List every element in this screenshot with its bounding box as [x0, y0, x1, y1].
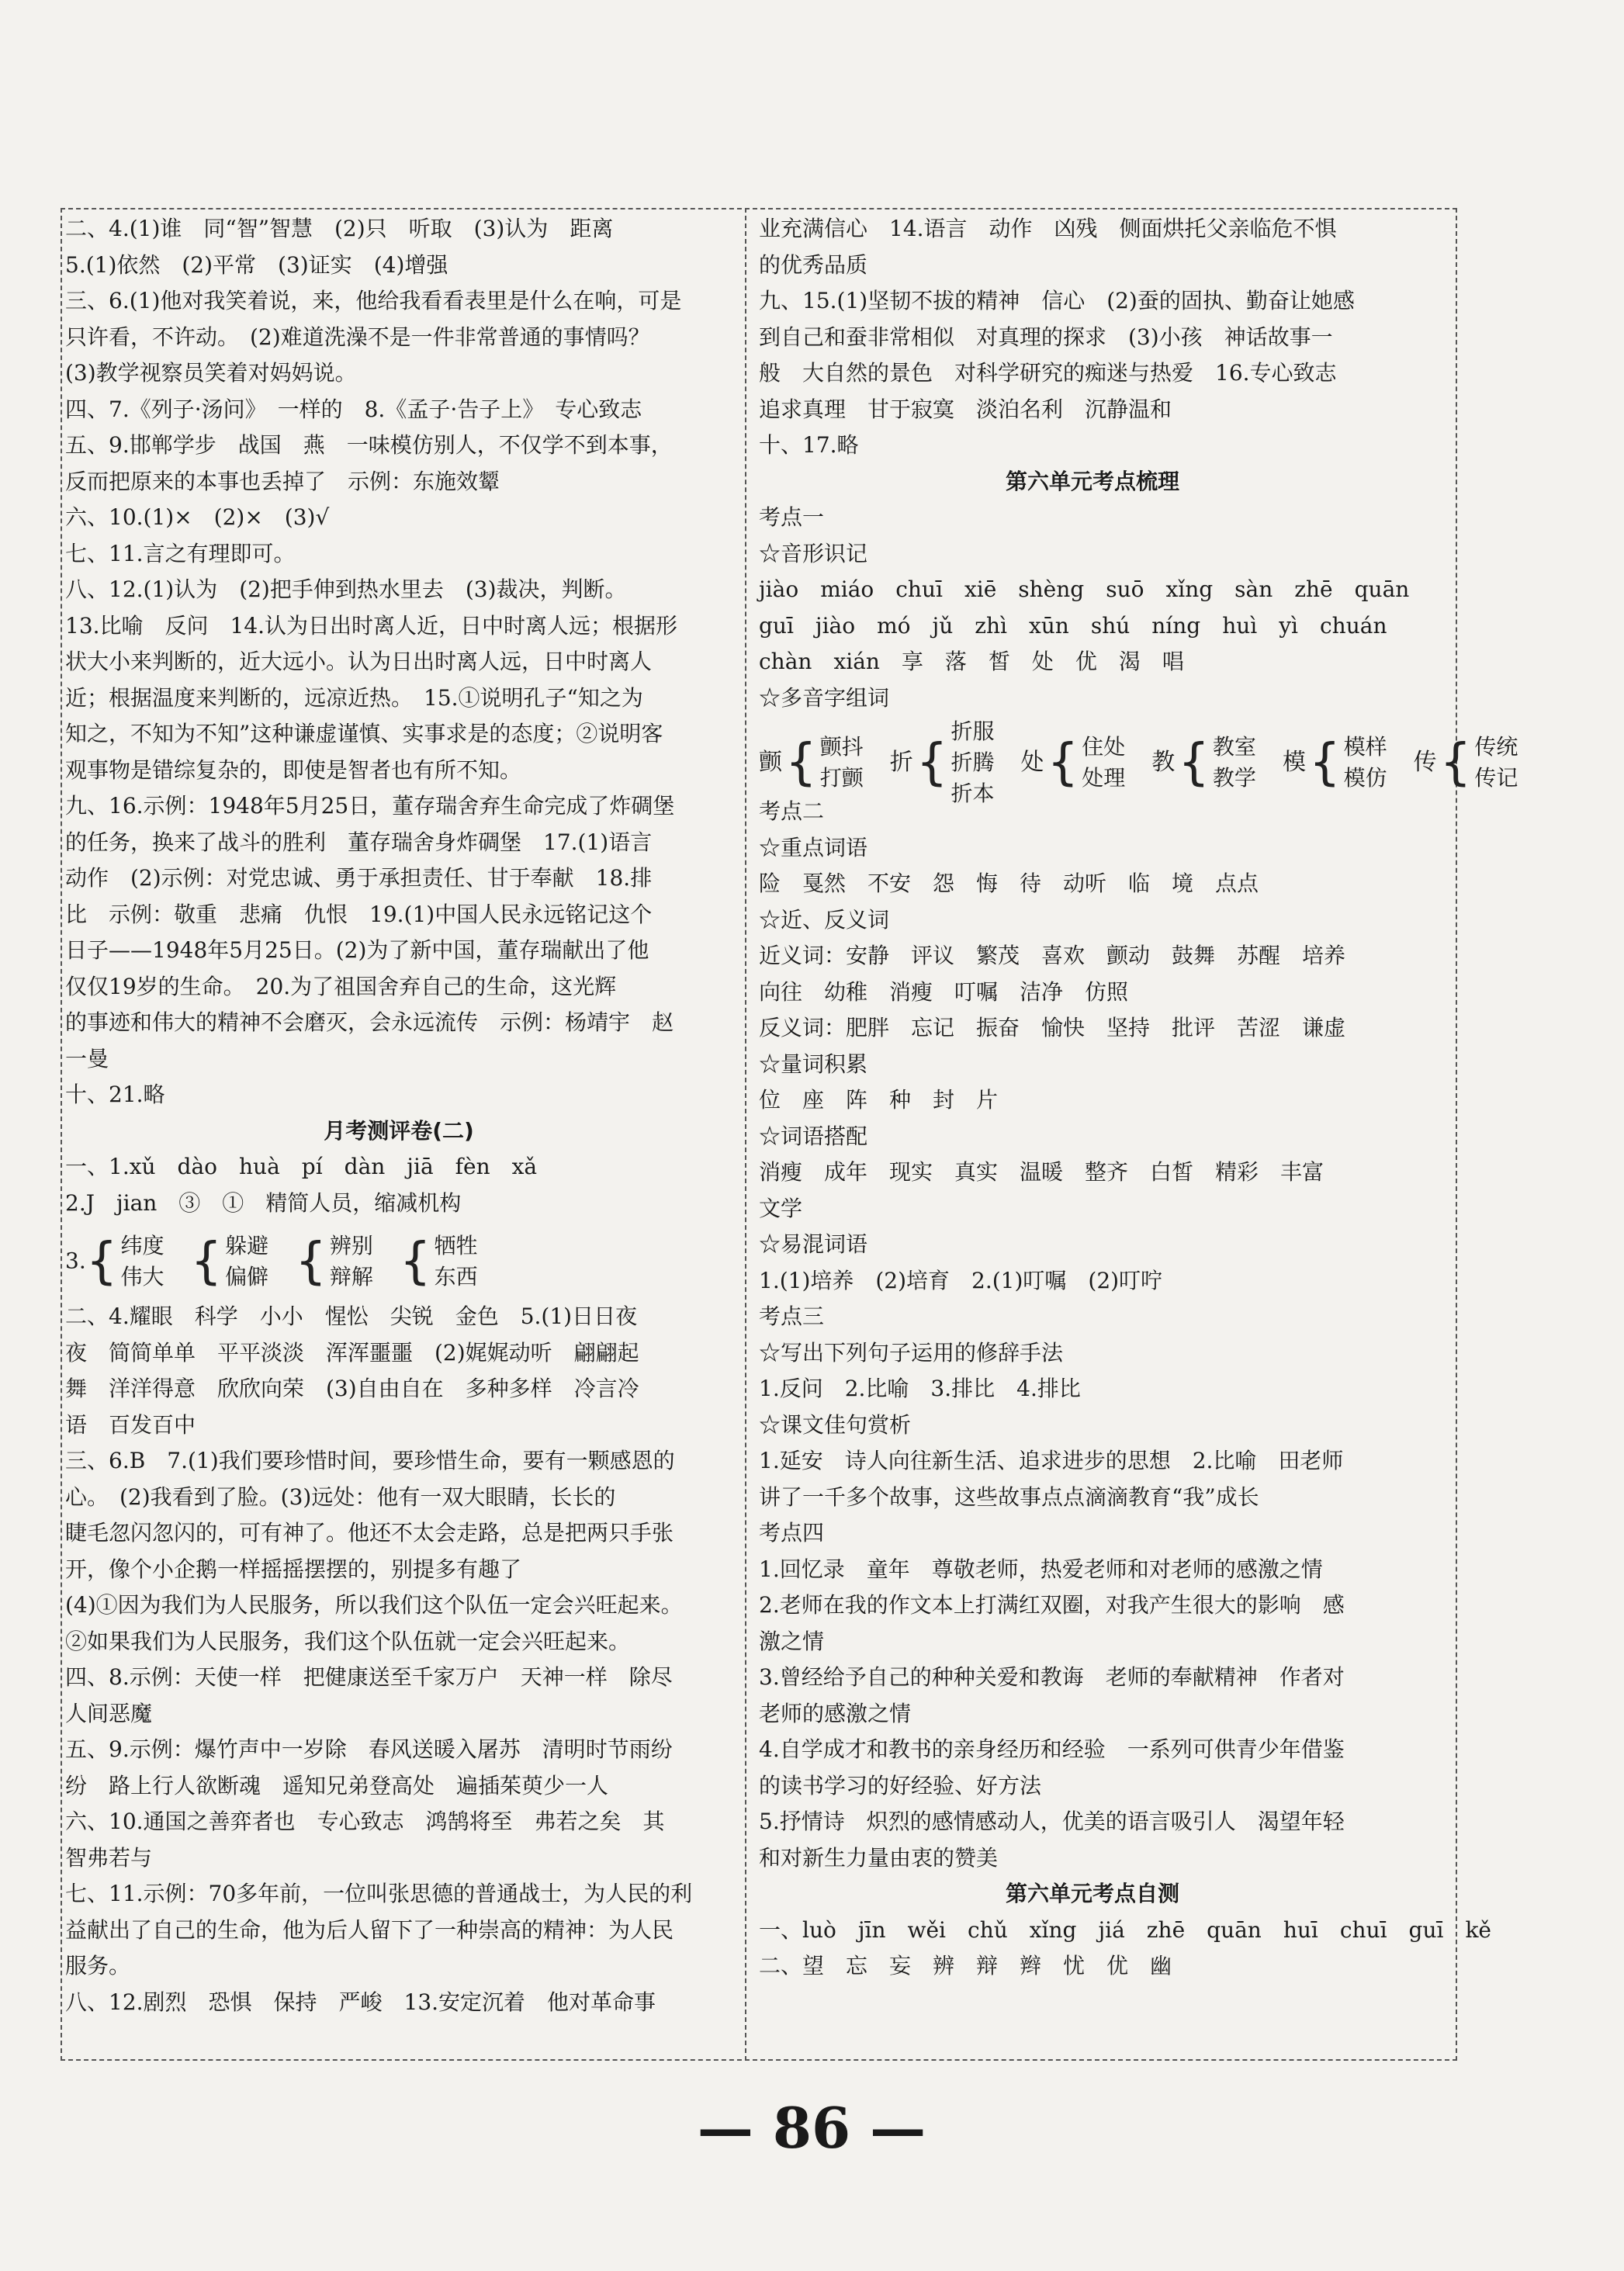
answer-line: 2.J jian ③ ① 精简人员，缩减机构 [65, 1189, 462, 1216]
answer-line: 纷 路上行人欲断魂 遥知兄弟登高处 遍插茱萸少一人 [65, 1772, 609, 1798]
brace-icon: { [190, 1232, 223, 1290]
answer-line: 到自己和蚕非常相似 对真理的探求 (3)小孩 神话故事一 [759, 324, 1333, 350]
brace-group [759, 724, 864, 801]
brace-group [1283, 724, 1387, 801]
polyphone-char: 传 [1413, 749, 1437, 776]
brace-option: 纬度 [120, 1232, 164, 1258]
brace-group [1020, 724, 1125, 801]
section-heading: 月考测评卷(二) [324, 1117, 474, 1144]
answer-line: 5.抒情诗 炽烈的感情感动人，优美的语言吸引人 渴望年轻 [759, 1809, 1345, 1834]
answer-line: 益献出了自己的生命，他为后人留下了一种崇高的精神：为人民 [65, 1916, 674, 1943]
answer-line: 三、6.(1)他对我笑着说，来，他给我看看表里是什么在响，可是 [65, 288, 682, 313]
brace-option: 模仿 [1343, 765, 1387, 791]
answer-line: 向往 幼稚 消瘦 叮嘱 洁净 仿照 [759, 978, 1129, 1005]
polyphone-char: 处 [1020, 749, 1044, 776]
brace-option: 躲避 [225, 1232, 269, 1258]
brace-group [1151, 724, 1256, 801]
brace-option: 东西 [434, 1263, 478, 1290]
answer-line: 近义词：安静 评议 繁茂 喜欢 颤动 鼓舞 苏醒 培养 [759, 943, 1346, 968]
answer-line: 六、10.(1)× (2)× (3)√ [65, 504, 330, 530]
brace-icon: { [916, 734, 948, 791]
answer-line: 老师的感激之情 [759, 1700, 912, 1726]
answer-line: 一曼 [65, 1045, 109, 1071]
answer-line: ☆近、反义词 [759, 906, 890, 933]
answer-line: 服务。 [65, 1953, 131, 1978]
answer-line: 般 大自然的景色 对科学研究的痴迷与热爱 16.专心致志 [759, 360, 1337, 386]
right-column [759, 211, 1518, 2058]
answer-line: 七、11.示例：70多年前，一位叫张思德的普通战士，为人民的利 [65, 1881, 693, 1906]
answer-line: 夜 简简单单 平平淡淡 浑浑噩噩 (2)娓娓动听 翩翩起 [65, 1339, 639, 1366]
polyphone-char: 颤 [759, 749, 782, 776]
brace-icon: { [85, 1232, 118, 1290]
page-number: — 86 — [697, 2095, 926, 2161]
answer-line: 1.回忆录 童年 尊敬老师，热爱老师和对老师的感激之情 [759, 1556, 1323, 1582]
answer-line: 13.比喻 反问 14.认为日出时离人近，日中时离人远；根据形 [65, 612, 678, 639]
answer-line: 二、4.(1)谁 同“智”智慧 (2)只 听取 (3)认为 距离 [65, 216, 614, 241]
answer-line: 追求真理 甘于寂寞 淡泊名利 沉静温和 [759, 396, 1172, 422]
brace-option: 牺牲 [434, 1232, 478, 1258]
answer-line: 二、4.耀眼 科学 小小 惺忪 尖锐 金色 5.(1)日日夜 [65, 1303, 638, 1329]
answer-line: 八、12.(1)认为 (2)把手伸到热水里去 (3)裁决，判断。 [65, 576, 627, 602]
answer-line: 一、luò jīn wěi chǔ xǐng jiá zhē quān huī chuī guī kě [759, 1916, 1492, 1943]
answer-line: ☆易混词语 [759, 1231, 868, 1257]
brace-option: 传记 [1474, 765, 1518, 791]
answer-line: 1.(1)培养 (2)培育 2.(1)叮嘱 (2)叮咛 [759, 1267, 1163, 1293]
answer-line: 五、9.示例：爆竹声中一岁除 春风送暖入屠苏 清明时节雨纷 [65, 1736, 673, 1762]
brace-option: 伟大 [120, 1263, 164, 1290]
brace-option: 教学 [1212, 765, 1256, 791]
brace-icon: { [1178, 734, 1210, 791]
answer-line: 考点三 [759, 1303, 825, 1329]
answer-line: 反义词：肥胖 忘记 振奋 愉快 坚持 批评 苦涩 谦虚 [759, 1015, 1346, 1040]
answer-line: ②如果我们为人民服务，我们这个队伍就一定会兴旺起来。 [65, 1628, 631, 1654]
answer-line: 的任务，换来了战斗的胜利 董存瑞舍身炸碉堡 17.(1)语言 [65, 829, 653, 855]
answer-line: 日子——1948年5月25日。(2)为了新中国，董存瑞献出了他 [65, 937, 649, 963]
answer-line: ☆课文佳句赏析 [759, 1411, 912, 1438]
answer-line: 七、11.言之有理即可。 [65, 540, 296, 566]
answer-line: 反而把原来的本事也丢掉了 示例：东施效颦 [65, 468, 500, 494]
answer-line: 八、12.剧烈 恐惧 保持 严峻 13.安定沉着 他对革命事 [65, 1989, 656, 2015]
answer-line: 1.延安 诗人向往新生活、追求进步的思想 2.比喻 田老师 [759, 1448, 1344, 1473]
answer-line: ☆多音字组词 [759, 684, 890, 711]
answer-line: 位 座 阵 种 封 片 [759, 1087, 999, 1113]
answer-line: 十、21.略 [65, 1082, 165, 1107]
section-heading: 第六单元考点梳理 [1005, 468, 1179, 494]
brace-icon: { [295, 1232, 327, 1290]
column-divider [745, 208, 746, 2061]
answer-line: 状大小来判断的，近大远小。认为日出时离人远，日中时离人 [65, 649, 653, 674]
answer-line: 人间恶魔 [65, 1700, 153, 1726]
brace-group [1414, 724, 1518, 801]
answer-line: 考点一 [759, 504, 825, 530]
answer-line: 五、9.邯郸学步 战国 燕 一味模仿别人，不仅学不到本事， [65, 432, 673, 458]
answer-line: 开，像个小企鹅一样摇摇摆摆的，别提多有趣了 [65, 1556, 522, 1582]
answer-line: 四、7.《列子·汤问》 一样的 8.《孟子·告子上》 专心致志 [65, 396, 642, 422]
answer-line: 业充满信心 14.语言 动作 凶残 侧面烘托父亲临危不惧 [759, 216, 1337, 241]
brace-option: 颤抖 [819, 734, 864, 760]
answer-line: 智弗若与 [65, 1844, 153, 1871]
answer-line: 近；根据温度来判断的，远凉近热。 15.①说明孔子“知之为 [65, 684, 643, 711]
item-number: 3. [65, 1248, 86, 1274]
answer-line: 十、17.略 [759, 432, 859, 458]
brace-option: 折本 [951, 781, 995, 806]
answer-line: 的事迹和伟大的精神不会磨灭，会永远流传 示例：杨靖宇 赵 [65, 1009, 674, 1035]
brace-option: 打颤 [819, 765, 864, 791]
answer-line: 的优秀品质 [759, 251, 868, 278]
polyphone-char: 教 [1151, 749, 1176, 776]
brace-option: 处理 [1082, 765, 1126, 791]
answer-line: (4)①因为我们为人民服务，所以我们这个队伍一定会兴旺起来。 [65, 1592, 683, 1618]
brace-group [190, 1231, 268, 1293]
answer-line: (3)教学视察员笑着对妈妈说。 [65, 360, 357, 386]
brace-icon: { [1308, 734, 1341, 791]
answer-line: guī jiào mó jǔ zhì xūn shú níng huì yì chuán [759, 612, 1387, 639]
answer-line: 动作 (2)示例：对党忠诚、勇于承担责任、甘于奉献 18.排 [65, 865, 653, 891]
brace-option: 教室 [1212, 734, 1256, 760]
answer-line: 睫毛忽闪忽闪的，可有神了。他还不太会走路，总是把两只手张 [65, 1520, 674, 1546]
answer-line: 2.老师在我的作文本上打满红双圈，对我产生很大的影响 感 [759, 1592, 1345, 1618]
answer-line: chàn xián 享 落 皙 处 优 渴 唱 [759, 649, 1184, 674]
left-column [65, 211, 732, 2058]
brace-group [400, 1231, 478, 1293]
brace-option: 模样 [1343, 734, 1387, 760]
brace-row [759, 716, 1518, 806]
brace-option: 折腾 [951, 749, 995, 775]
answer-line: ☆词语搭配 [759, 1123, 868, 1149]
answer-line: 5.(1)依然 (2)平常 (3)证实 (4)增强 [65, 251, 448, 278]
answer-line: 仅仅19岁的生命。 20.为了祖国舍弃自己的生命，这光辉 [65, 973, 617, 999]
brace-option: 偏僻 [225, 1263, 269, 1290]
brace-option: 辩解 [329, 1263, 373, 1290]
answer-line: 和对新生力量由衷的赞美 [759, 1844, 999, 1871]
brace-option: 折服 [951, 718, 995, 744]
answer-line: 九、15.(1)坚韧不拔的精神 信心 (2)蚕的固执、勤奋让她感 [759, 288, 1355, 313]
brace-group [86, 1231, 164, 1293]
brace-option: 传统 [1474, 734, 1518, 760]
answer-line: 知之，不知为不知”这种谦虚谨慎、实事求是的态度；②说明客 [65, 721, 663, 746]
polyphone-char: 模 [1282, 749, 1306, 776]
answer-line: 4.自学成才和教书的亲身经历和经验 一系列可供青少年借鉴 [759, 1736, 1345, 1762]
answer-line: 三、6.B 7.(1)我们要珍惜时间，要珍惜生命，要有一颗感恩的 [65, 1448, 675, 1473]
brace-group [295, 1231, 373, 1293]
answer-line: 激之情 [759, 1628, 825, 1654]
answer-line: jiào miáo chuī xiē shèng suō xǐng sàn zhē quān [759, 576, 1410, 602]
answer-line: ☆写出下列句子运用的修辞手法 [759, 1339, 1064, 1366]
answer-line: 3.曾经给予自己的种种关爱和教诲 老师的奉献精神 作者对 [759, 1664, 1345, 1690]
answer-line: 六、10.通国之善弈者也 专心致志 鸿鹄将至 弗若之矣 其 [65, 1809, 665, 1834]
answer-line: 二、望 忘 妄 辨 辩 辫 忧 优 幽 [759, 1953, 1172, 1978]
brace-icon: { [785, 734, 817, 791]
brace-row [65, 1221, 732, 1299]
answer-line: 舞 洋洋得意 欣欣向荣 (3)自由自在 多种多样 冷言冷 [65, 1376, 639, 1401]
brace-icon: { [399, 1232, 431, 1290]
answer-line: 一、1.xǔ dào huà pí dàn jiā fèn xǎ [65, 1154, 538, 1179]
answer-line: 消瘦 成年 现实 真实 温暖 整齐 白皙 精彩 丰富 [759, 1159, 1324, 1185]
section-heading: 第六单元考点自测 [1005, 1881, 1179, 1906]
answer-line: ☆音形识记 [759, 540, 868, 566]
brace-group [890, 716, 995, 809]
answer-line: 只许看，不许动。 (2)难道洗澡不是一件非常普通的事情吗？ [65, 324, 650, 350]
answer-line: ☆量词积累 [759, 1051, 868, 1077]
answer-line: 四、8.示例：天使一样 把健康送至千家万户 天神一样 除尽 [65, 1664, 673, 1690]
answer-line: 文学 [759, 1195, 803, 1221]
answer-line: 九、16.示例：1948年5月25日，董存瑞舍弃生命完成了炸碉堡 [65, 793, 675, 819]
answer-line: 比 示例：敬重 悲痛 仇恨 19.(1)中国人民永远铭记这个 [65, 901, 653, 927]
answer-line: 1.反问 2.比喻 3.排比 4.排比 [759, 1376, 1081, 1401]
answer-line: 考点四 [759, 1520, 825, 1546]
polyphone-char: 折 [889, 749, 913, 776]
answer-line: 考点二 [759, 798, 825, 824]
brace-option: 辨别 [329, 1232, 373, 1258]
brace-option: 住处 [1082, 734, 1126, 760]
answer-line: ☆重点词语 [759, 834, 868, 860]
brace-icon: { [1047, 734, 1079, 791]
answer-line: 的读书学习的好经验、好方法 [759, 1772, 1042, 1798]
answer-line: 语 百发百中 [65, 1411, 196, 1438]
brace-icon: { [1439, 734, 1472, 791]
answer-line: 观事物是错综复杂的，即使是智者也有所不知。 [65, 756, 522, 783]
answer-line: 讲了一千多个故事，这些故事点点滴滴教育“我”成长 [759, 1483, 1259, 1510]
answer-line: 心。 (2)我看到了脸。(3)远处：他有一双大眼睛，长长的 [65, 1483, 616, 1510]
answer-line: 险 戛然 不安 怨 悔 待 动听 临 境 点点 [759, 871, 1259, 896]
